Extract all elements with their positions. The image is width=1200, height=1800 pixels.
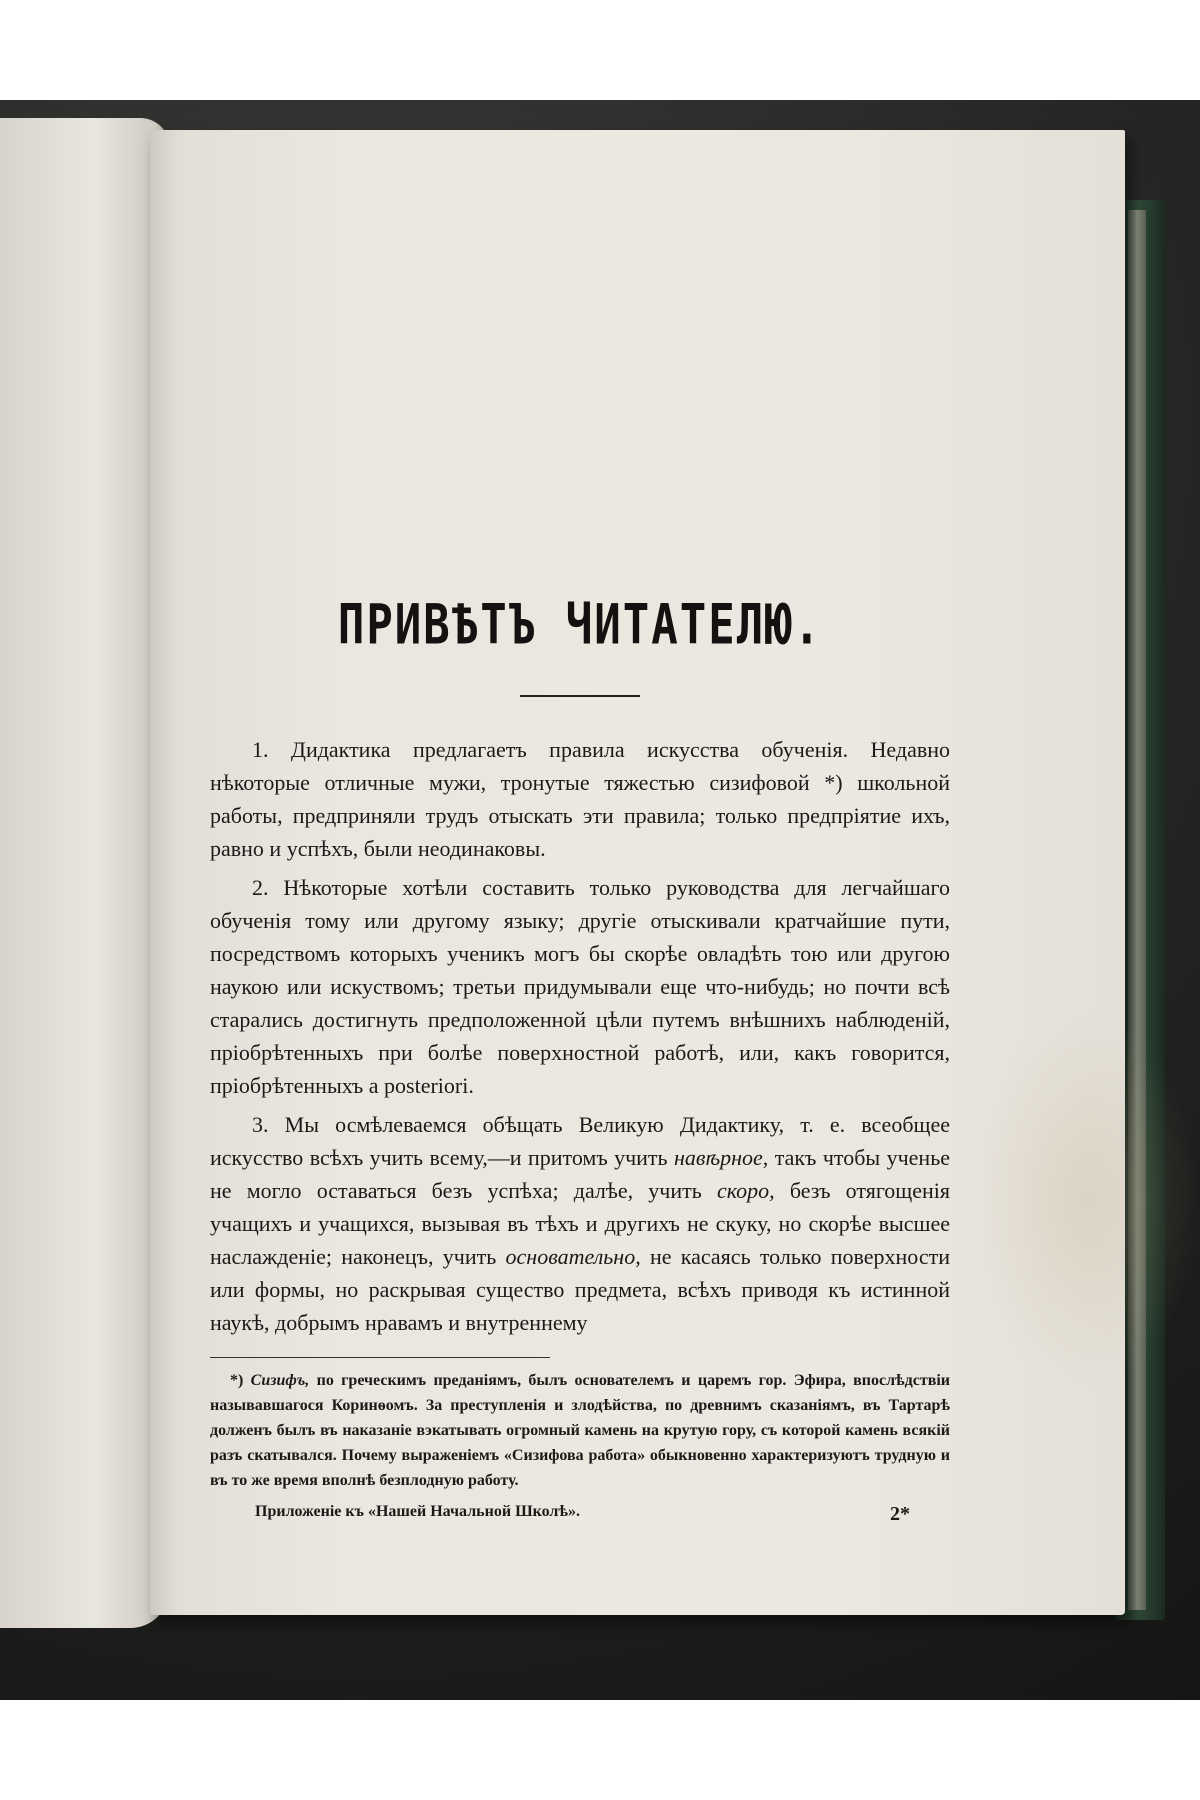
paragraph-3-text-a: 3. Мы осмѣлеваемся обѣщать Великую Дидактику, т. е. всеобщее искусство всѣхъ учить всему,—и притомъ учить xyxy=(210,1112,950,1170)
footnote-term: Сизифъ, xyxy=(250,1372,310,1389)
footnote-divider xyxy=(210,1357,550,1358)
paragraph-2: 2. Нѣкоторые хотѣли составить только руководства для легчайшаго обученія тому или другому языку; другіе отыскивали кратчайшие пути, посредствомъ которыхъ ученикъ могъ бы скорѣе овладѣть тою или другою наукою или искуствомъ; третьи придумывали еще что-нибудь; но почти всѣ старались достигнуть предположенной цѣли путемъ внѣшнихъ наблюденій, пріобрѣтенныхъ при болѣе поверхностной работѣ, или, какъ говорится, пріобрѣтенныхъ a posteriori. xyxy=(210,875,950,1098)
emphasis-skoro: скоро, xyxy=(716,1178,775,1203)
paragraph-1: 1. Дидактика предлагаетъ правила искусства обученія. Недавно нѣкоторые отличные мужи, тронутые тяжестью сизифовой *) школьной работы, предприняли трудъ отыскать эти правила; только предпріятие ихъ, равно и успѣхъ, были неодинаковы. xyxy=(210,737,950,861)
footer-supplement-note: Приложеніе къ «Нашей Начальной Школѣ». xyxy=(255,1503,581,1520)
left-page xyxy=(0,118,170,1628)
emphasis-navernoe: навѣрное, xyxy=(673,1145,769,1170)
page-footer xyxy=(210,1503,950,1533)
footer-signature-mark: 2* xyxy=(890,1503,910,1525)
paragraph-3-text-c: безъ отягощенія учащихъ и учащихся, вызывая въ тѣхъ и другихъ не скуку, но скорѣе высшее наслажденіе; наконецъ, учить xyxy=(210,1178,951,1269)
page-text-block xyxy=(210,593,951,1533)
footnote xyxy=(210,1368,950,1493)
footnote-text: по греческимъ преданіямъ, былъ основателемъ и царемъ гор. Эфира, впослѣдствіи называвшагося Коринѳомъ. За преступленія и злодѣйства, по древнимъ сказаніямъ, въ Тартарѣ долженъ былъ въ наказаніе вэкатывать огромный камень на крутую гору, съ которой камень всякій разъ скатывался. Почему выраженіемъ «Сизифова работа» обыкновенно характеризуютъ трудную и въ то же время вполнѣ безплодную работу. xyxy=(210,1372,951,1489)
footnote-mark: *) xyxy=(230,1372,251,1389)
paragraph-3-text-b: такъ чтобы ученье не могло оставаться безъ успѣха; далѣе, учить xyxy=(210,1145,950,1203)
page-block-edge xyxy=(1128,210,1146,1610)
emphasis-osnovatelno: основательно, xyxy=(505,1244,641,1269)
paragraph-3 xyxy=(210,1108,950,1339)
page-title: ПРИВѢТЪ ЧИТАТЕЛЮ. xyxy=(337,593,823,658)
paragraph-3-text-d: не касаясь только поверхности или формы, но раскрывая существо предмета, всѣхъ приводя къ истинной наукѣ, добрымъ нравамъ и внутреннему xyxy=(210,1244,950,1335)
title-divider xyxy=(520,695,640,697)
paper-stain xyxy=(970,1010,1200,1390)
